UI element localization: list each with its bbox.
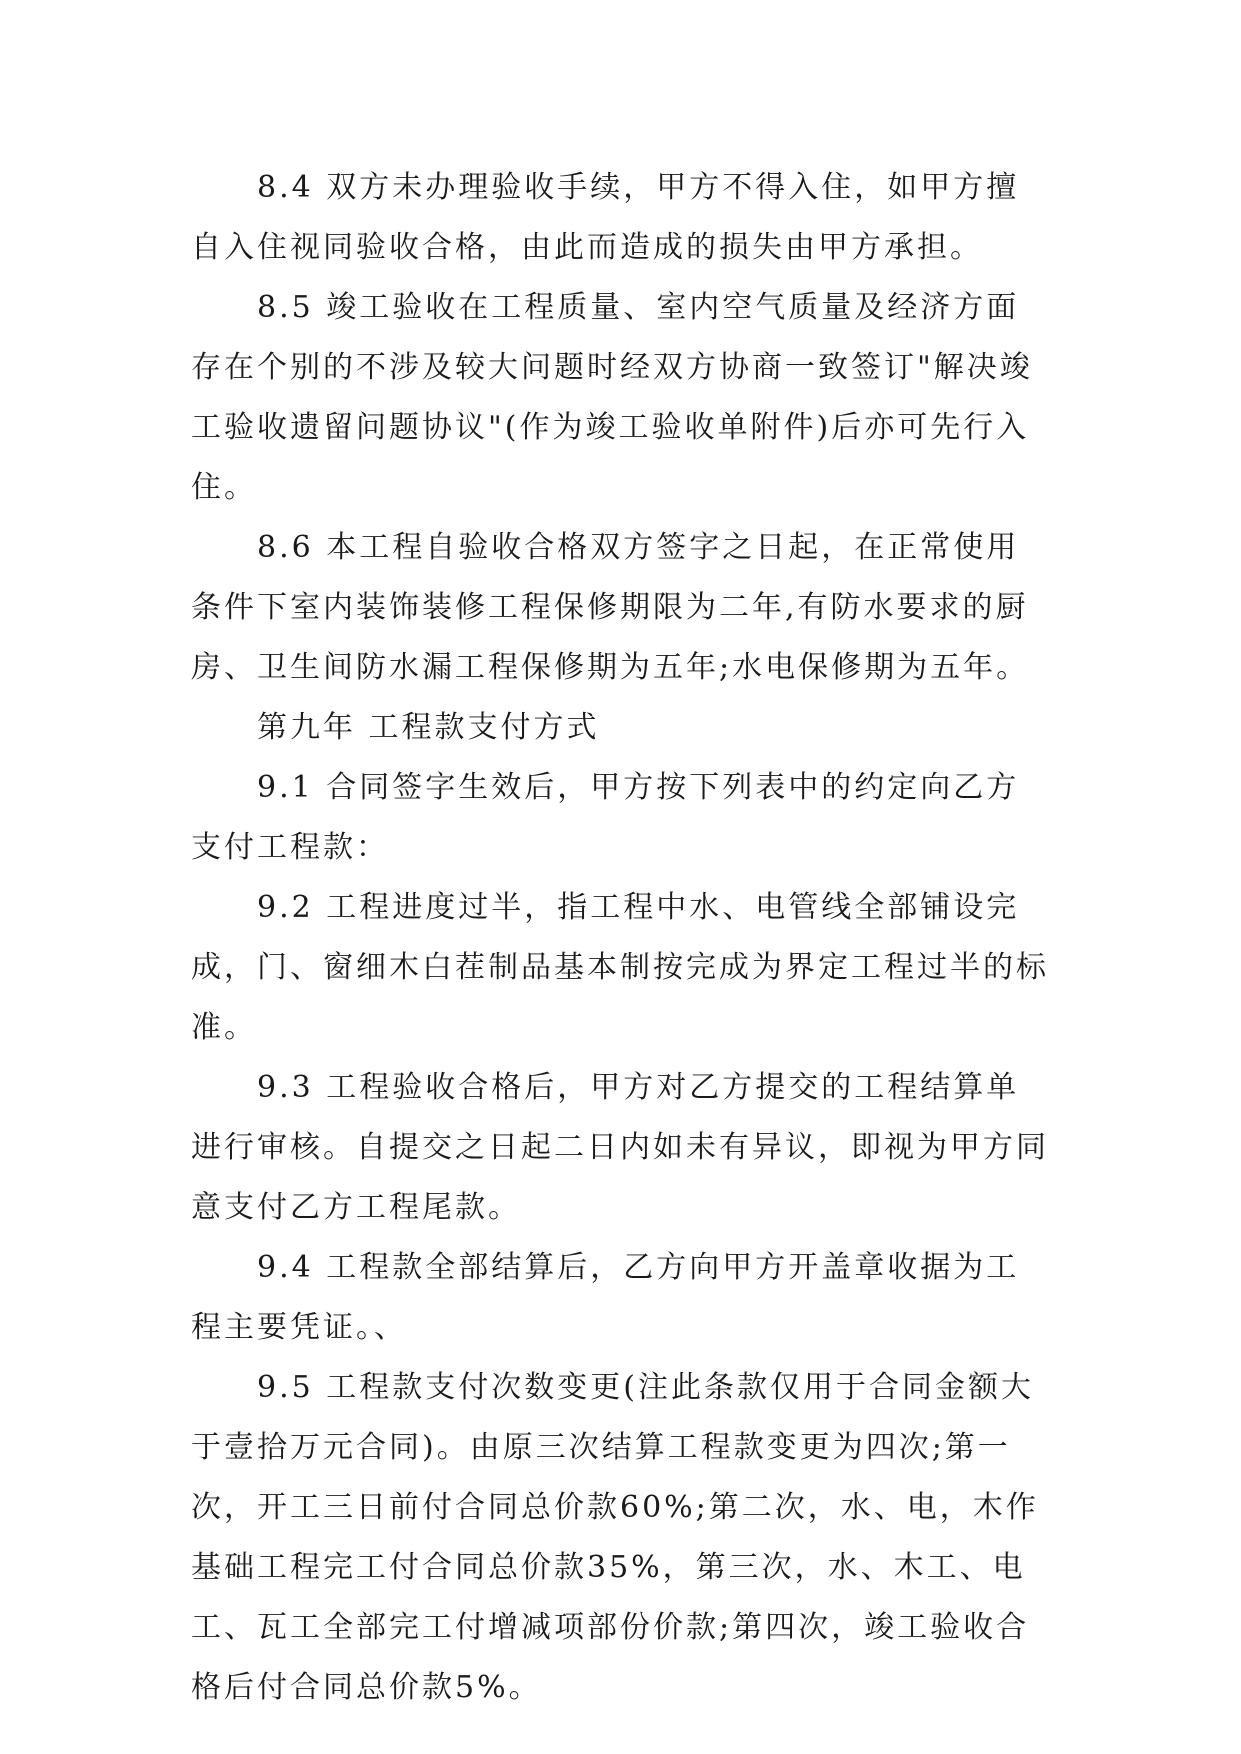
section-heading-9: 第九年 工程款支付方式 bbox=[257, 710, 600, 745]
clause-9-3: 9.3 工程验收合格后，甲方对乙方提交的工程结算单进行审核。自提交之日起二日内如未有异议，即视为甲方同意支付乙方工程尾款。 bbox=[191, 1070, 1049, 1225]
clause-9-4: 9.4 工程款全部结算后，乙方向甲方开盖章收据为工程主要凭证。、 bbox=[191, 1250, 1020, 1345]
clause-8-6: 8.6 本工程自验收合格双方签字之日起，在正常使用条件下室内装饰装修工程保修期限为二年,有防水要求的厨房、卫生间防水漏工程保修期为五年;水电保修期为五年。 bbox=[191, 530, 1030, 685]
clause-8-4: 8.4 双方未办理验收手续，甲方不得入住，如甲方擅自入住视同验收合格，由此而造成的损失由甲方承担。 bbox=[191, 170, 1020, 265]
clause-8-5: 8.5 竣工验收在工程质量、室内空气质量及经济方面存在个别的不涉及较大问题时经双方协商一致签订"解决竣工验收遗留问题协议"(作为竣工验收单附件)后亦可先行入住。 bbox=[191, 290, 1033, 505]
clause-9-2: 9.2 工程进度过半，指工程中水、电管线全部铺设完成，门、窗细木白茬制品基本制按完成为界定工程过半的标准。 bbox=[191, 890, 1049, 1045]
document-page bbox=[191, 158, 1051, 1718]
clause-9-5: 9.5 工程款支付次数变更(注此条款仅用于合同金额大于壹拾万元合同)。由原三次结算工程款变更为四次;第一次，开工三日前付合同总价款60%;第二次，水、电，木作基础工程完工付合同总价款35%，第三次，水、木工、电工、瓦工全部完工付增减项部份价款;第四次，竣工验收合格后付合同总价款5%。 bbox=[191, 1370, 1039, 1705]
clause-9-1: 9.1 合同签字生效后，甲方按下列表中的约定向乙方支付工程款： bbox=[191, 770, 1020, 865]
